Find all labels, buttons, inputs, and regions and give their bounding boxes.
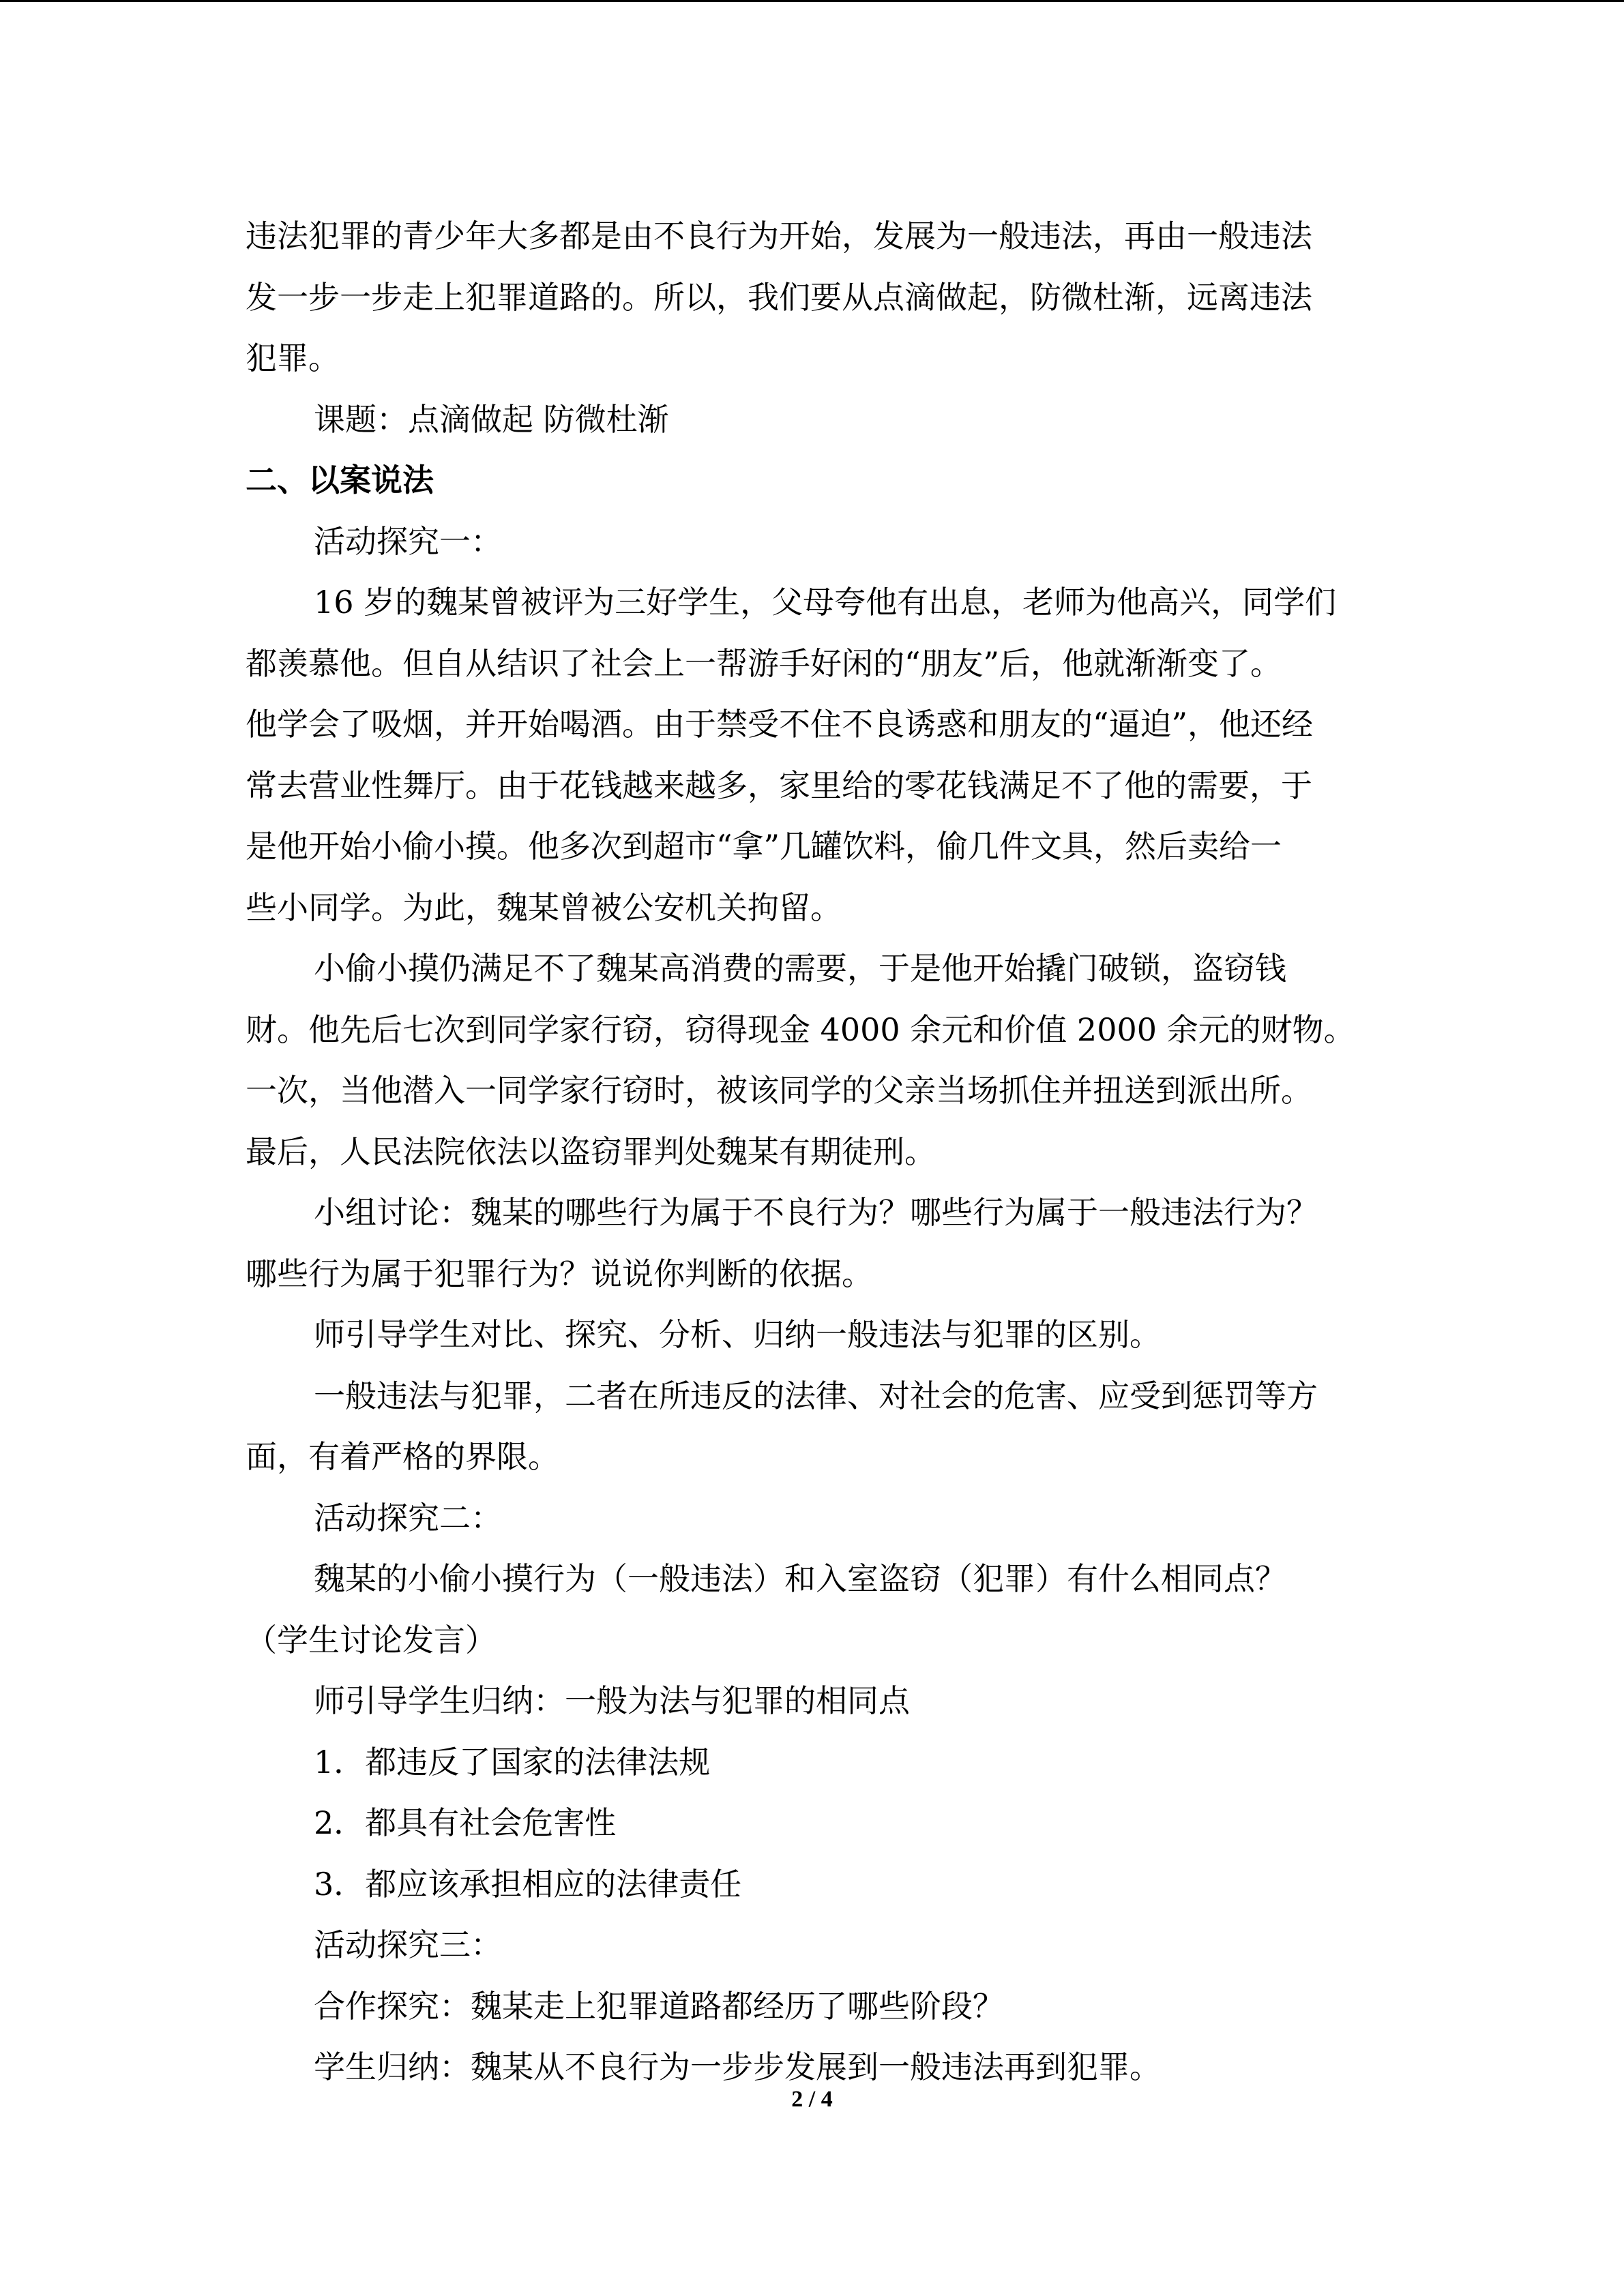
- activity-label-1: 活动探究一：: [314, 522, 502, 560]
- paragraph-line: 面，有着严格的界限。: [246, 1438, 559, 1475]
- paragraph-line: 魏某的小偷小摸行为（一般违法）和入室盗窃（犯罪）有什么相同点？: [314, 1560, 1286, 1597]
- paragraph-line: 一般违法与犯罪，二者在所违反的法律、对社会的危害、应受到惩罚等方: [314, 1377, 1318, 1414]
- paragraph-line: 些小同学。为此，魏某曾被公安机关拘留。: [246, 889, 842, 926]
- paragraph-line: 都羡慕他。但自从结识了社会上一帮游手好闲的“朋友”后，他就渐渐变了。: [246, 644, 1282, 682]
- paragraph-line: （学生讨论发言）: [246, 1621, 497, 1658]
- page-number: 2 / 4: [791, 2087, 833, 2112]
- paragraph-line: 小偷小摸仍满足不了魏某高消费的需要，于是他开始撬门破锁，盗窃钱: [314, 950, 1286, 987]
- paragraph-line: 是他开始小偷小摸。他多次到超市“拿”几罐饮料，偷几件文具，然后卖给一: [246, 828, 1282, 865]
- document-body: [246, 206, 1378, 2098]
- paragraph-line: 16 岁的魏某曾被评为三好学生，父母夸他有出息，老师为他高兴，同学们: [314, 584, 1337, 621]
- paragraph-line: 最后，人民法院依法以盗窃罪判处魏某有期徒刑。: [246, 1133, 936, 1170]
- paragraph-line: 发一步一步走上犯罪道路的。所以，我们要从点滴做起，防微杜渐，远离违法: [246, 278, 1312, 316]
- list-item: 3．都应该承担相应的法律责任: [314, 1865, 742, 1903]
- paragraph-line: 师引导学生归纳：一般为法与犯罪的相同点: [314, 1682, 910, 1719]
- paragraph-line: 违法犯罪的青少年大多都是由不良行为开始，发展为一般违法，再由一般违法: [246, 218, 1312, 254]
- top-border-rule: [0, 0, 1624, 2]
- list-item: 1．都违反了国家的法律法规: [314, 1743, 711, 1780]
- discussion-question: 小组讨论：魏某的哪些行为属于不良行为？哪些行为属于一般违法行为？: [314, 1194, 1318, 1231]
- paragraph-line: 师引导学生对比、探究、分析、归纳一般违法与犯罪的区别。: [314, 1316, 1161, 1353]
- activity-label-2: 活动探究二：: [314, 1499, 502, 1536]
- paragraph-line: 财。他先后七次到同学家行窃，窃得现金 4000 余元和价值 2000 余元的财物。: [246, 1011, 1355, 1048]
- section-heading: 二、以案说法: [246, 462, 434, 498]
- paragraph-line: 常去营业性舞厅。由于花钱越来越多，家里给的零花钱满足不了他的需要，于: [246, 766, 1312, 804]
- activity-label-3: 活动探究三：: [314, 1926, 502, 1963]
- paragraph-line: 学生归纳：魏某从不良行为一步步发展到一般违法再到犯罪。: [314, 2048, 1161, 2085]
- paragraph-line: 哪些行为属于犯罪行为？说说你判断的依据。: [246, 1255, 873, 1292]
- paragraph-line: 一次，当他潜入一同学家行窃时，被该同学的父亲当场抓住并扭送到派出所。: [246, 1072, 1312, 1109]
- list-item: 2．都具有社会危害性: [314, 1804, 617, 1841]
- paragraph-line: 合作探究：魏某走上犯罪道路都经历了哪些阶段？: [314, 1987, 1004, 2025]
- paragraph-line: 犯罪。: [246, 340, 340, 376]
- paragraph-line: 他学会了吸烟，并开始喝酒。由于禁受不住不良诱惑和朋友的“逼迫”，他还经: [246, 706, 1314, 743]
- lesson-topic: 课题：点滴做起 防微杜渐: [314, 400, 669, 438]
